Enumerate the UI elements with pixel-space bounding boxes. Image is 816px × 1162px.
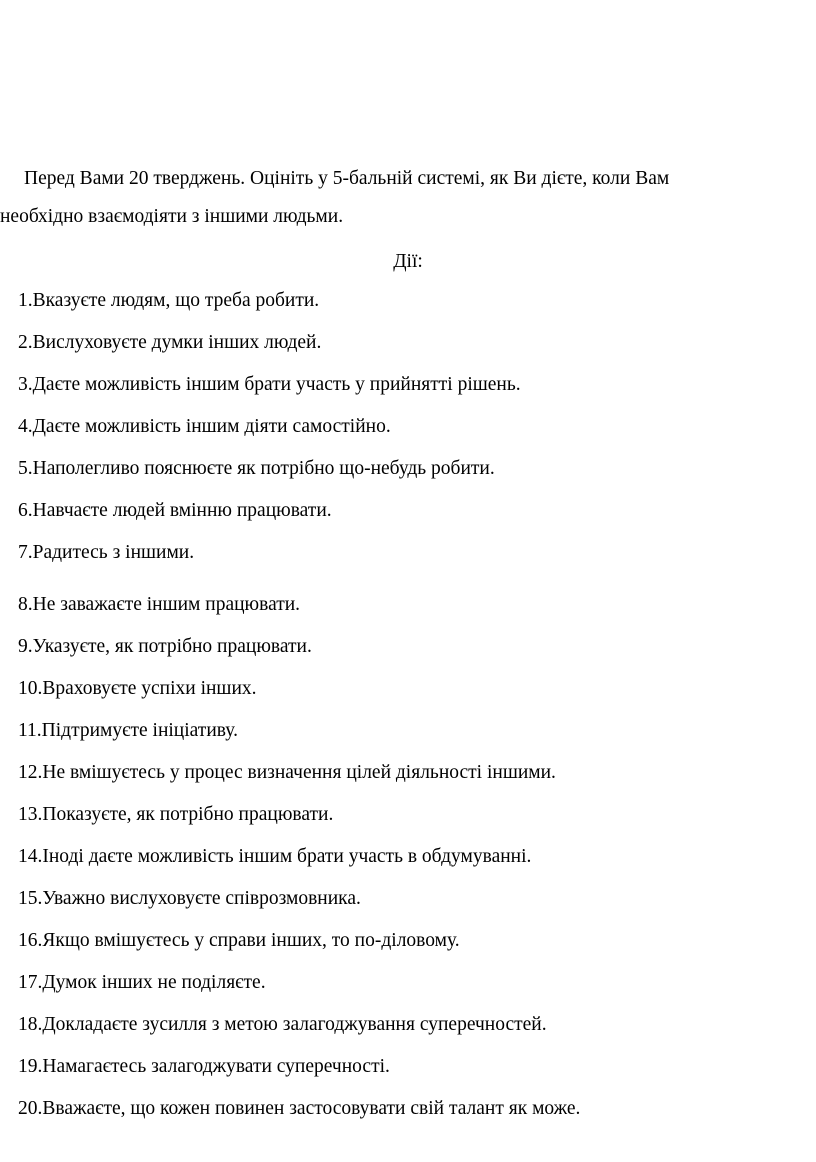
list-item: 15.Уважно вислуховуєте співрозмовника. — [18, 888, 361, 909]
section-heading: Дії: — [393, 251, 423, 272]
list-item: 3.Даєте можливість іншим брати участь у прийнятті рішень. — [18, 374, 521, 395]
list-item: 12.Не вмішуєтесь у процес визначення цілей діяльності іншими. — [18, 762, 556, 783]
list-item: 4.Даєте можливість іншим діяти самостійно. — [18, 416, 391, 437]
list-item: 20.Вважаєте, що кожен повинен застосовувати свій талант як може. — [18, 1098, 581, 1119]
list-item: 9.Указуєте, як потрібно працювати. — [18, 636, 312, 657]
intro-line-2: необхідно взаємодіяти з іншими людьми. — [0, 206, 344, 227]
list-item: 2.Вислуховуєте думки інших людей. — [18, 332, 322, 353]
list-item: 1.Вказуєте людям, що треба робити. — [18, 290, 320, 311]
list-item: 11.Підтримуєте ініціативу. — [18, 720, 238, 741]
list-item: 6.Навчаєте людей вмінню працювати. — [18, 500, 332, 521]
intro-line-1: Перед Вами 20 тверджень. Оцініть у 5-бальній системі, як Ви дієте, коли Вам — [24, 168, 670, 189]
list-item: 19.Намагаєтесь залагоджувати суперечності. — [18, 1056, 390, 1077]
list-item: 10.Враховуєте успіхи інших. — [18, 678, 257, 699]
list-item: 16.Якщо вмішуєтесь у справи інших, то по-діловому. — [18, 930, 460, 951]
list-item: 7.Радитесь з іншими. — [18, 542, 195, 563]
list-item: 17.Думок інших не поділяєте. — [18, 972, 266, 993]
list-item: 18.Докладаєте зусилля з метою залагоджування суперечностей. — [18, 1014, 547, 1035]
list-item: 5.Наполегливо пояснюєте як потрібно що-небудь робити. — [18, 458, 495, 479]
list-item: 14.Іноді даєте можливість іншим брати участь в обдумуванні. — [18, 846, 532, 867]
list-item: 13.Показуєте, як потрібно працювати. — [18, 804, 334, 825]
list-item: 8.Не заважаєте іншим працювати. — [18, 594, 301, 615]
